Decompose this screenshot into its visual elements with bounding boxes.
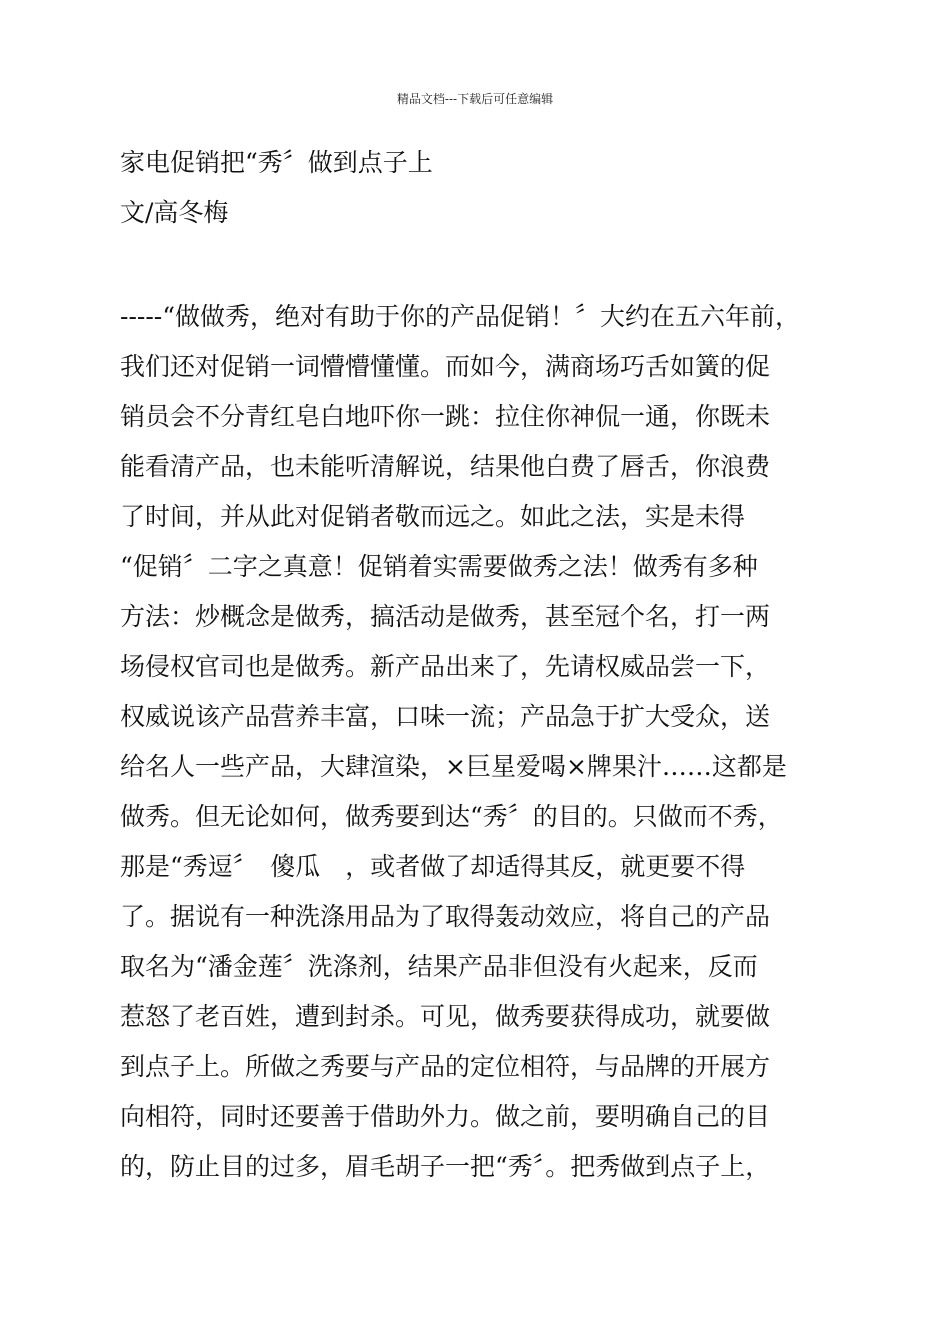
body-line: 取名为“潘金莲〞洗涤剂，结果产品非但没有火起来，反而: [120, 952, 758, 981]
body-line: 向相符，同时还要善于借助外力。做之前，要明确自己的目: [120, 1102, 771, 1131]
body-line: 方法：炒概念是做秀，搞活动是做秀，甚至冠个名，打一两: [120, 602, 771, 631]
body-line: 我们还对促销一词懵懵懂懂。而如今，满商场巧舌如簧的促: [120, 352, 771, 381]
body-line: 销员会不分青红皂白地吓你一跳：拉住你神侃一通，你既未: [120, 402, 771, 431]
body-line: 场侵权官司也是做秀。新产品出来了，先请权威品尝一下，: [120, 652, 771, 681]
body-line: 的，防止目的过多，眉毛胡子一把“秀〞。把秀做到点子上，: [120, 1152, 771, 1181]
body-line: 到点子上。所做之秀要与产品的定位相符，与品牌的开展方: [120, 1052, 771, 1081]
body-line: 惹怒了老百姓，遭到封杀。可见，做秀要获得成功，就要做: [120, 1002, 771, 1031]
body-line: 做秀。但无论如何，做秀要到达“秀〞的目的。只做而不秀，: [120, 802, 783, 831]
body-line: 能看清产品，也未能听清解说，结果他白费了唇舌，你浪费: [120, 452, 771, 481]
body-line: 了时间，并从此对促销者敬而远之。如此之法，实是未得: [120, 502, 746, 531]
document-author: 文/高冬梅: [120, 198, 229, 227]
body-line: “促销〞二字之真意！促销着实需要做秀之法！做秀有多种: [120, 552, 758, 581]
body-line: 那是“秀逗〞 傻瓜 ，或者做了却适得其反，就更要不得: [120, 852, 746, 881]
body-line: 给名人一些产品，大肆渲染，×巨星爱喝×牌果汁……这都是: [120, 752, 787, 781]
header-note: 精品文档---下载后可任意编辑: [396, 92, 554, 106]
document-title: 家电促销把“秀〞做到点子上: [120, 148, 433, 177]
body-line: -----“做做秀，绝对有助于你的产品促销！〞大约在五六年前，: [120, 302, 801, 331]
body-line: 权威说该产品营养丰富，口味一流；产品急于扩大受众，送: [120, 702, 771, 731]
body-line: 了。据说有一种洗涤用品为了取得轰动效应，将自己的产品: [120, 902, 771, 931]
document-body: [120, 292, 832, 1192]
